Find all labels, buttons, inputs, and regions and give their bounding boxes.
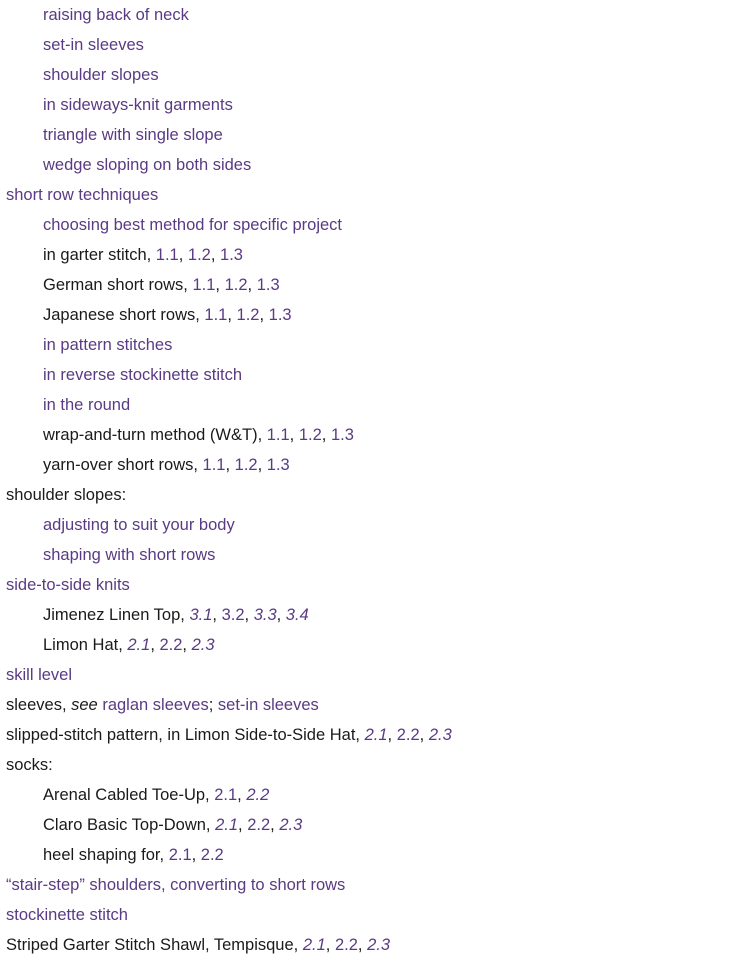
index-text: , [212,606,222,624]
index-subentry[interactable] [0,390,750,420]
index-subentry[interactable] [0,120,750,150]
index-link[interactable]: 1.1 [192,276,216,294]
index-link[interactable]: 1.3 [330,426,354,444]
index-link[interactable]: in sideways-knit garments [43,96,233,114]
index-text: German short rows, [43,276,193,294]
index-text: slipped-stitch pattern, in Limon Side-to-Side Hat, [6,726,365,744]
index-entry [0,480,750,510]
index-link[interactable]: 2.1 [302,936,326,954]
index-subentry[interactable] [0,540,750,570]
index-subentry [0,270,750,300]
index-link[interactable]: in pattern stitches [43,336,173,354]
index-link[interactable]: skill level [6,666,73,684]
index-link[interactable]: 2.3 [367,936,390,954]
index-subentry[interactable] [0,0,750,30]
index-subentry[interactable] [0,330,750,360]
index-link[interactable]: 2.2 [200,846,224,864]
index-text: , [276,606,286,624]
index-link[interactable]: raising back of neck [43,6,189,24]
index-text: , [182,636,192,654]
index-text: , [227,306,237,324]
index-link[interactable]: 2.1 [168,846,192,864]
index-subentry [0,600,750,630]
index-text: Claro Basic Top-Down, [43,816,216,834]
index-subentry [0,840,750,870]
index-subentry[interactable] [0,210,750,240]
index-text: , [210,246,221,264]
index-link[interactable]: stockinette stitch [6,906,128,924]
index-text: , [325,936,335,954]
index-text: , [257,456,267,474]
index-text: wrap-and-turn method (W&T), [43,426,267,444]
index-text: , [225,456,235,474]
index-link[interactable]: 1.2 [298,426,322,444]
index-text: , [387,726,397,744]
index-link[interactable]: 1.2 [187,246,211,264]
index-link[interactable]: 2.2 [159,636,183,654]
index-link[interactable]: 1.3 [220,246,243,264]
index-subentry [0,420,750,450]
index-entry[interactable] [0,570,750,600]
index-subentry [0,300,750,330]
index-subentry[interactable] [0,30,750,60]
index-entry[interactable] [0,180,750,210]
index-link[interactable]: 1.3 [266,456,290,474]
index-text: yarn-over short rows, [43,456,203,474]
index-link[interactable]: triangle with single slope [43,126,223,144]
index-text: socks: [6,756,53,774]
index-entry [0,690,750,720]
index-link[interactable]: 2.1 [214,786,238,804]
index-text: , [178,246,188,264]
index-link[interactable]: side-to-side knits [6,576,130,594]
index-link[interactable]: 2.2 [334,936,358,954]
index-link[interactable]: “stair-step” shoulders, converting to short rows [6,876,346,894]
index-subentry [0,630,750,660]
index-text: , [244,606,254,624]
index-text: , [289,426,299,444]
index-link[interactable]: 1.2 [234,456,258,474]
index-link[interactable]: 1.3 [256,276,280,294]
index-link[interactable]: 1.1 [266,426,290,444]
index-text: , [321,426,331,444]
index-link[interactable]: 3.4 [285,606,309,624]
index-text: see [71,696,98,714]
index-link[interactable]: 2.2 [396,726,420,744]
index-entry [0,720,750,750]
index-link[interactable]: 3.1 [189,606,213,624]
index-text: , [357,936,368,954]
index-link[interactable]: 2.3 [191,636,215,654]
index-text: Striped Garter Stitch Shawl, Tempisque, [6,936,303,954]
index-subentry[interactable] [0,150,750,180]
index-link[interactable]: 3.2 [221,606,245,624]
index-link[interactable]: choosing best method for specific project [43,216,342,234]
index-text: , [238,816,248,834]
index-subentry [0,780,750,810]
index-text: Arenal Cabled Toe-Up, [43,786,215,804]
index-link[interactable]: 2.1 [215,816,239,834]
index-text: , [237,786,247,804]
index-link[interactable]: 1.2 [236,306,260,324]
index-text: sleeves, [6,696,72,714]
index-subentry [0,810,750,840]
index-link[interactable]: 1.1 [204,306,228,324]
index-link[interactable]: in reverse stockinette stitch [43,366,242,384]
index-link[interactable]: 1.2 [224,276,248,294]
index-text: Japanese short rows, [43,306,205,324]
index-entry[interactable] [0,900,750,930]
index-text: , [259,306,269,324]
index-text: , [191,846,201,864]
index-text: , [215,276,225,294]
index-link[interactable]: shoulder slopes [43,66,159,84]
index-subentry[interactable] [0,510,750,540]
index-subentry[interactable] [0,90,750,120]
index-link[interactable]: adjusting to suit your body [43,516,235,534]
index-link[interactable]: 3.3 [253,606,277,624]
index-subentry [0,450,750,480]
index-link[interactable]: 2.1 [127,636,151,654]
index-link[interactable]: short row techniques [6,186,159,204]
index-link[interactable]: set-in sleeves [43,36,144,54]
index-link[interactable]: 2.3 [428,726,452,744]
index-entry [0,750,750,780]
index-subentry [0,240,750,270]
index-link[interactable]: 2.2 [246,786,270,804]
index-text: ; [208,696,218,714]
index-link[interactable]: raglan sleeves [102,696,209,714]
index-link[interactable]: wedge sloping on both sides [43,156,252,174]
index-link[interactable]: 2.3 [279,816,303,834]
index-text: , [247,276,257,294]
index-link[interactable]: 1.1 [155,246,179,264]
index-link[interactable]: 1.3 [268,306,292,324]
index-link[interactable]: 1.1 [202,456,226,474]
index-subentry[interactable] [0,360,750,390]
index-text: in garter stitch, [43,246,156,264]
index-link[interactable]: in the round [43,396,131,414]
index-entry[interactable] [0,870,750,900]
index-entry[interactable] [0,660,750,690]
index-subentry[interactable] [0,60,750,90]
index-text: , [270,816,280,834]
index-text: , [419,726,429,744]
index-text: Jimenez Linen Top, [43,606,190,624]
index-text: heel shaping for, [43,846,169,864]
index-link[interactable]: set-in sleeves [217,696,319,714]
index-text: Limon Hat, [43,636,128,654]
index-link[interactable]: 2.2 [247,816,271,834]
index-text: , [150,636,160,654]
index-link[interactable]: shaping with short rows [43,546,216,564]
index-text: shoulder slopes: [6,486,127,504]
index-link[interactable]: 2.1 [364,726,388,744]
index-entry [0,930,750,960]
